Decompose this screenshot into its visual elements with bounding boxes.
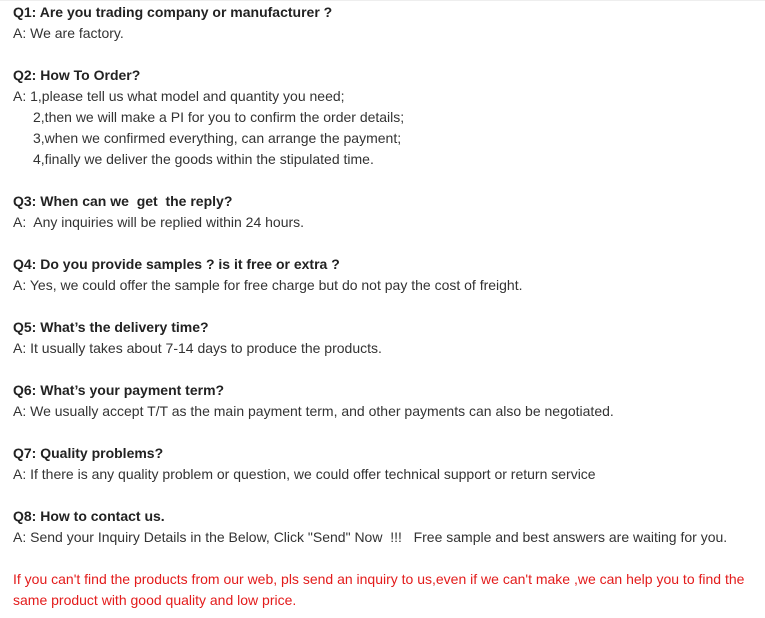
spacer (13, 170, 758, 191)
spacer (13, 485, 758, 506)
faq-answer-1: A: We are factory. (13, 25, 124, 41)
faq-answer-4: A: Yes, we could offer the sample for free charge but do not pay the cost of freight. (13, 277, 523, 293)
faq-answer-7: A: If there is any quality problem or question, we could offer technical support or return service (13, 466, 596, 482)
faq-section (13, 2, 758, 611)
faq-question-8: Q8: How to contact us. (13, 508, 165, 524)
faq-answer-6: A: We usually accept T/T as the main payment term, and other payments can also be negotiated. (13, 403, 614, 419)
spacer (13, 296, 758, 317)
faq-question-3: Q3: When can we get the reply? (13, 193, 233, 209)
faq-question-6: Q6: What’s your payment term? (13, 382, 225, 398)
faq-item-2 (13, 65, 758, 170)
faq-item-1 (13, 2, 758, 44)
faq-answer-8: A: Send your Inquiry Details in the Below, Click "Send" Now !!! Free sample and best answers are waiting for you. (13, 529, 728, 545)
top-divider (0, 0, 765, 1)
faq-item-5 (13, 317, 758, 359)
spacer (13, 359, 758, 380)
faq-item-7 (13, 443, 758, 485)
faq-question-4: Q4: Do you provide samples ? is it free or extra ? (13, 256, 340, 272)
faq-answer-2-step-3: 3,when we confirmed everything, can arrange the payment; (33, 130, 402, 146)
faq-question-1: Q1: Are you trading company or manufacturer ? (13, 4, 333, 20)
faq-answer-2-step-4: 4,finally we deliver the goods within the stipulated time. (33, 151, 374, 167)
spacer (13, 422, 758, 443)
inquiry-note-line-2: same product with good quality and low price. (13, 592, 297, 608)
spacer (13, 233, 758, 254)
faq-answer-5: A: It usually takes about 7-14 days to produce the products. (13, 340, 382, 356)
faq-answer-2-step-2: 2,then we will make a PI for you to confirm the order details; (33, 109, 405, 125)
spacer (13, 548, 758, 569)
faq-item-6 (13, 380, 758, 422)
spacer (13, 44, 758, 65)
faq-answer-2: A: 1,please tell us what model and quantity you need; (13, 88, 345, 104)
faq-item-4 (13, 254, 758, 296)
faq-answer-3: A: Any inquiries will be replied within 24 hours. (13, 214, 305, 230)
faq-question-2: Q2: How To Order? (13, 67, 141, 83)
inquiry-note (13, 569, 758, 611)
faq-question-5: Q5: What’s the delivery time? (13, 319, 209, 335)
inquiry-note-line-1: If you can't find the products from our web, pls send an inquiry to us,even if we can't make ,we can help you to find the (13, 571, 745, 587)
faq-item-3 (13, 191, 758, 233)
faq-question-7: Q7: Quality problems? (13, 445, 164, 461)
faq-item-8 (13, 506, 758, 548)
